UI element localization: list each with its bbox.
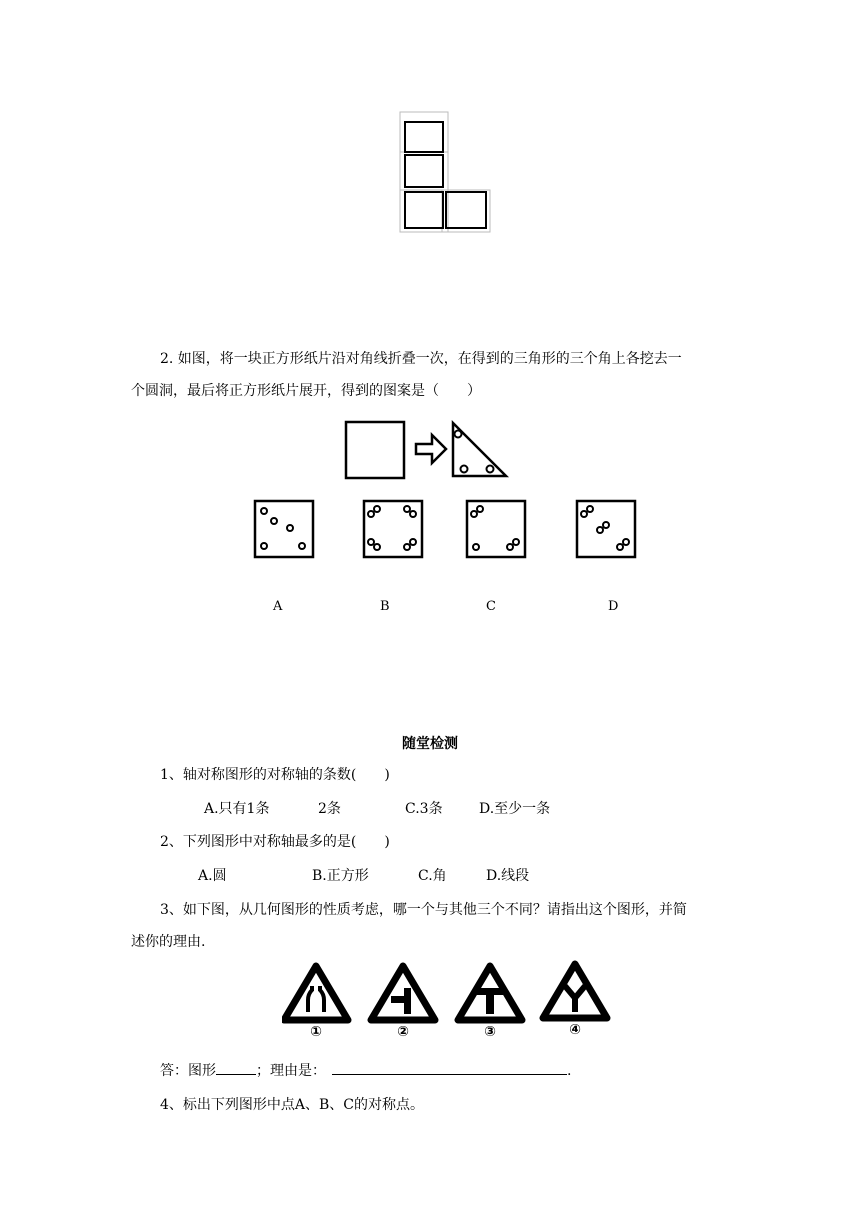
q2-stem-line1: 2. 如图，将一块正方形纸片沿对角线折叠一次，在得到的三角形的三个角上各挖去一: [160, 351, 682, 367]
arrow-icon: [416, 435, 446, 463]
road-sign-4: [543, 964, 607, 1018]
check-q2-stem: 2、下列图形中对称轴最多的是( ): [160, 834, 390, 850]
option-d-square[interactable]: [574, 498, 638, 560]
fold-diagram: [340, 418, 520, 484]
answer-mid: ；理由是：: [256, 1063, 326, 1079]
check-q1-option-c[interactable]: C.3条: [405, 801, 443, 817]
option-d-label: D: [608, 599, 619, 614]
l-shape-square-bottom-right: [446, 192, 486, 228]
check-q2-option-c[interactable]: C.角: [418, 868, 447, 884]
road-sign-3: [458, 966, 522, 1020]
option-b-label: B: [380, 599, 390, 614]
q2-stem-line2: 个圆洞，最后将正方形纸片展开，得到的图案是（ ）: [131, 383, 481, 399]
check-q1-option-b[interactable]: 2条: [318, 801, 341, 817]
check-q3-stem-line1: 3、如下图，从几何图形的性质考虑，哪一个与其他三个不同？请指出这个图形，并简: [160, 902, 687, 918]
check-q2-option-b[interactable]: B.正方形: [312, 868, 369, 884]
option-b-square[interactable]: [361, 498, 425, 560]
answer-figure-blank[interactable]: [216, 1060, 256, 1075]
sign-label-4: ④: [569, 1022, 581, 1038]
check-q3-stem-line2: 述你的理由.: [131, 934, 206, 950]
option-c-square[interactable]: [464, 498, 528, 560]
check-q1-option-d[interactable]: D.至少一条: [479, 801, 551, 817]
option-a-square[interactable]: [252, 498, 316, 560]
option-a-label: A: [273, 599, 283, 614]
l-shape-square-bottom-left: [405, 192, 443, 228]
check-q2-option-d[interactable]: D.线段: [486, 868, 530, 884]
answer-end: .: [567, 1063, 572, 1079]
answer-prefix: 答：图形: [160, 1063, 216, 1079]
sign-label-2: ②: [397, 1024, 409, 1040]
check-q1-option-a[interactable]: A.只有1条: [204, 801, 270, 817]
sign-label-1: ①: [310, 1024, 322, 1040]
check-q3-answer-line: [160, 1060, 571, 1081]
road-sign-1: [284, 966, 348, 1020]
section-title: 随堂检测: [402, 736, 458, 752]
check-q1-stem: 1、轴对称图形的对称轴的条数( ): [160, 767, 390, 783]
paper-square: [346, 422, 404, 478]
road-sign-2: [371, 966, 435, 1020]
check-q2-option-a[interactable]: A.圆: [198, 868, 227, 884]
l-shape-figure: [398, 110, 494, 238]
option-c-label: C: [486, 599, 496, 614]
sign-label-3: ③: [484, 1024, 496, 1040]
answer-reason-blank[interactable]: [332, 1060, 567, 1075]
road-signs-figure: [282, 960, 622, 1040]
check-q4-stem: 4、标出下列图形中点A、B、C的对称点。: [160, 1097, 425, 1113]
l-shape-square-middle: [405, 155, 443, 187]
l-shape-square-top: [405, 122, 443, 152]
